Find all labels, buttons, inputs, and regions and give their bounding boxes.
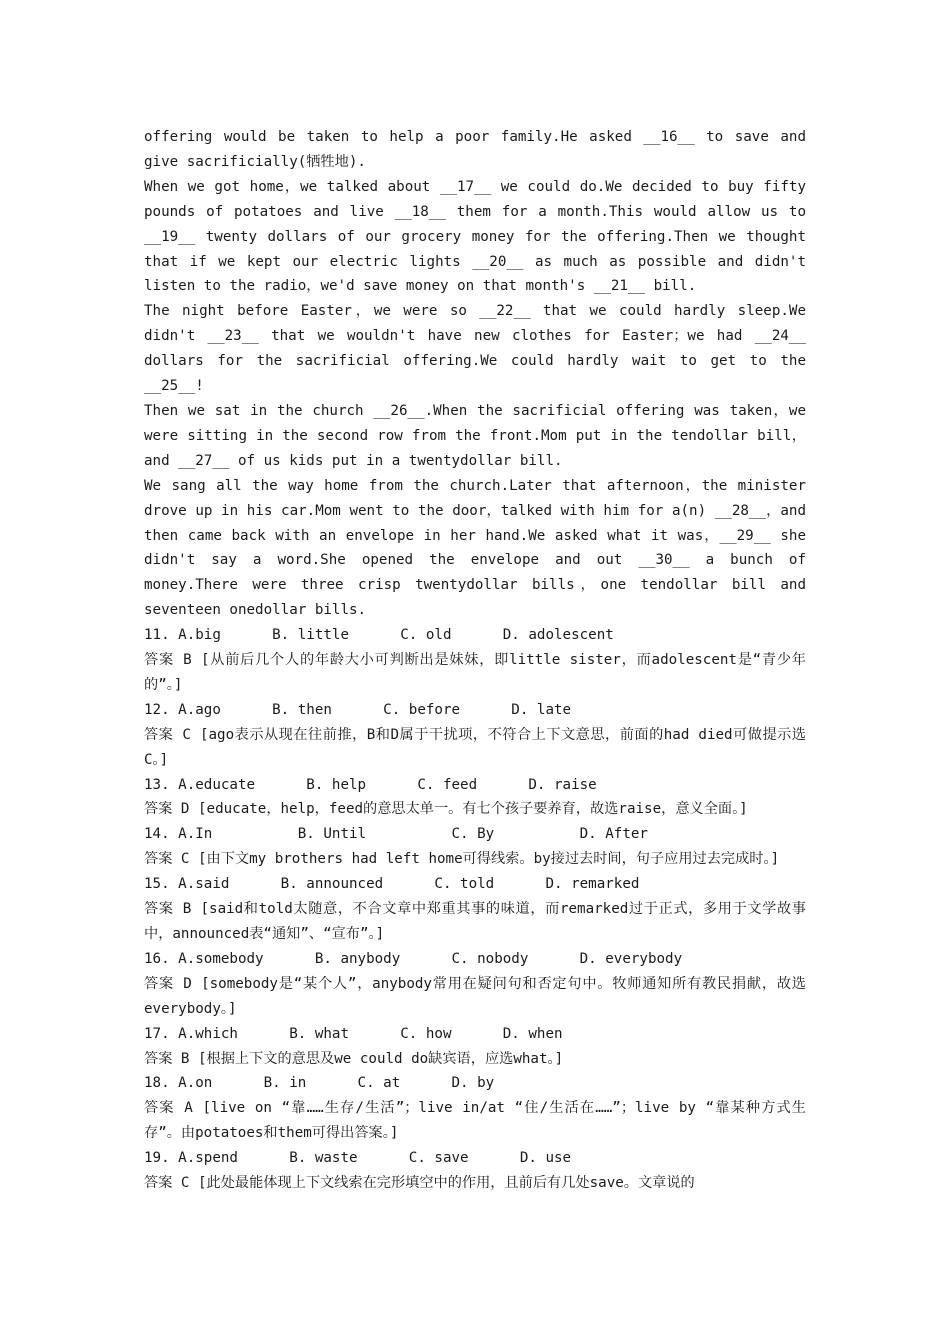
question-options: 15. A.said B. announced C. told D. remarked <box>144 876 640 893</box>
answer-explanation: 答案 A [live on “靠……生存/生活”；live in/at “住/生活在……”；live by “靠某种方式生存”。由potatoes和them可得出答案。] <box>144 1100 806 1142</box>
answer-explanation: 答案 C [此处最能体现上下文线索在完形填空中的作用，且前后有几处save。文章说的 <box>144 1175 695 1192</box>
passage-paragraph: offering would be taken to help a poor family.He asked __16__ to save and give sacrificially(牺牲地). <box>144 129 806 170</box>
question-options: 14. A.In B. Until C. By D. After <box>144 826 648 843</box>
question-options: 17. A.which B. what C. how D. when <box>144 1025 563 1042</box>
question-options: 11. A.big B. little C. old D. adolescent <box>144 627 614 644</box>
answer-explanation: 答案 C [由下文my brothers had left home可得线索。by接过去时间，句子应用过去完成时。] <box>144 851 780 868</box>
answer-explanation: 答案 B [从前后几个人的年龄大小可判断出是妹妹，即little sister，而adolescent是“青少年的”。] <box>144 652 806 693</box>
question-options: 16. A.somebody B. anybody C. nobody D. everybody <box>144 950 683 967</box>
answer-explanation: 答案 B [根据上下文的意思及we could do缺宾语，应选what。] <box>144 1050 564 1067</box>
question-options: 19. A.spend B. waste C. save D. use <box>144 1150 572 1167</box>
passage-paragraph: The night before Easter，we were so __22__ that we could hardly sleep.We didn't __23__ that we wouldn't have new clothes for Easter；we had __24__ dollars for the sacrificial offering.We could hardly wait to get to the __25__! <box>144 303 806 395</box>
document-page <box>144 125 806 1196</box>
answer-explanation: 答案 C [ago表示从现在往前推，B和D属于干扰项，不符合上下文意思，前面的had died可做提示选C。] <box>144 726 806 768</box>
question-options: 12. A.ago B. then C. before D. late <box>144 701 572 718</box>
answer-explanation: 答案 D [somebody是“某个人”，anybody常用在疑问句和否定句中。牧师通知所有教民捐献，故选everybody。] <box>144 975 806 1017</box>
answer-explanation: 答案 D [educate，help，feed的意思太单一。有七个孩子要养育，故选raise，意义全面。] <box>144 801 748 818</box>
passage-paragraph: We sang all the way home from the church.Later that afternoon，the minister drove up in his car.Mom went to the door，talked with him for a(n) __28__，and then came back with an envelope in her hand.We asked what it was，__29__ she didn't say a word.She opened the envelope and out __30__ a bunch of money.There were three crisp twentydollar bills，one tendollar bill and seventeen onedollar bills. <box>144 477 806 619</box>
answer-explanation: 答案 B [said和told太随意，不合文章中郑重其事的味道，而remarked过于正式，多用于文学故事中，announced表“通知”、“宣布”。] <box>144 901 806 942</box>
passage-paragraph: When we got home，we talked about __17__ we could do.We decided to buy fifty pounds of potatoes and live __18__ them for a month.This would allow us to __19__ twenty dollars of our grocery money for the offering.Then we thought that if we kept our electric lights __20__ as much as possible and didn't listen to the radio，we'd save money on that month's __21__ bill. <box>144 178 806 295</box>
question-options: 18. A.on B. in C. at D. by <box>144 1075 495 1092</box>
question-options: 13. A.educate B. help C. feed D. raise <box>144 776 597 793</box>
passage-paragraph: Then we sat in the church __26__.When the sacrificial offering was taken，we were sitting in the second row from the front.Mom put in the tendollar bill，and __27__ of us kids put in a twentydollar bill. <box>144 402 806 469</box>
